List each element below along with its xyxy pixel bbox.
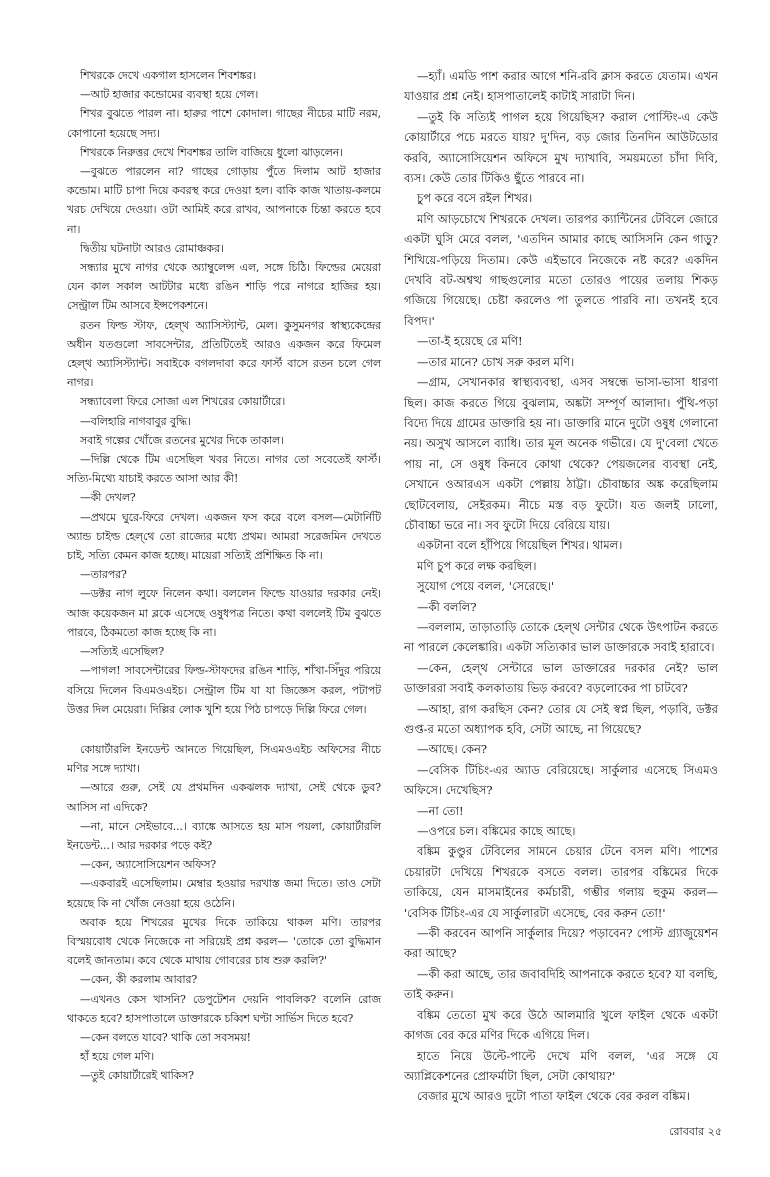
paragraph: একটানা বলে হাঁপিয়ে গিয়েছিল শিখর। থামল। (417, 538, 623, 553)
paragraph: চুপ করে বসে রইল শিখর। (417, 191, 533, 206)
paragraph: হাতে নিয়ে উল্টে-পাল্টে দেখে মণি বলল, 'এর সঙ্গে যে অ্যাপ্লিকেশনের প্রোফর্মাটা ছিল, সেটা কোথায়?' (404, 1048, 718, 1083)
paragraph: —বললাম, তাড়াতাড়ি তোকে হেল্‌থ সেন্টার থেকে উৎপাটন করতে না পারলে কেলেঙ্কারি। একটা সত্যিকার ভাল ডাক্তারকে সবাই হারাবে। (404, 619, 718, 655)
paragraph: সন্ধ্যাবেলা ফিরে সোজা এল শিখরের কোয়ার্টারে। (80, 395, 286, 409)
paragraph: —দিল্লি থেকে টিম এসেছিল খবর নিতে। নাগর তো সবেতেই ফার্স্ট। সত্যি-মিথ্যে যাচাই করতে আসা আর কী! (67, 453, 381, 486)
paragraph: —পাগল! সাবসেন্টারের ফিল্ড-স্টাফদের রঙিন শাড়ি, শাঁখা-সিঁদুর পরিয়ে বসিয়ে দিলেন বিএমওএইচ। সেন্ট্রাল টিম যা যা জিজ্ঞেস করল, পটাপট উত্তর দিল মেয়েরা। দিল্লির লোক খুশি হয়ে পিঠ চাপড়ে দিল্লি ফিরে গেল। (67, 664, 381, 716)
paragraph: —কেন, অ্যাসোসিয়েশন অফিস? (80, 858, 217, 872)
paragraph: —তারপর? (80, 568, 127, 582)
paragraph: —গ্রাম, সেখানকার স্বাস্থ্যব্যবস্থা, এসব সম্বন্ধে ভাসা-ভাসা ধারণা ছিল। কাজ করতে গিয়ে বুঝলাম, অঙ্কটা সম্পূর্ণ আলাদা। পুঁথি-পড়া বিদ্যে দিয়ে গ্রামের ডাক্তারি হয় না। ডাক্তারি মানে দুটো ওষুধ গেলানো নয়। অসুখ আসলে ব্যাধি। তার মূল অনেক গভীরে। যে দু'বেলা খেতে পায় না, সে ওষুধ কিনবে কোথা থেকে? পেয়জলের ব্যবস্থা নেই, সেখানে ওআরএস একটা পেল্লায় ঠাট্টা। চৌবাচ্চার অঙ্ক করেছিলাম ছোটবেলায়, সেইরকম। নীচে মস্ত বড় ফুটো। যত জলই ঢালো, চৌবাচ্চা ভরে না। সব ফুটো দিয়ে বেরিয়ে যায়। (404, 375, 718, 532)
section-break (67, 719, 381, 740)
paragraph: সবাই গল্পের খোঁজে রতনের মুখের দিকে তাকাল। (80, 433, 284, 447)
paragraph: —বুঝতে পারলেন না? গাছের গোড়ায় পুঁতে দিলাম আট হাজার কন্ডোম। মাটি চাপা দিয়ে কবরস্থ করে দেওয়া হল। বাকি কাজ খাতায়-কলমে খরচ দেখিয়ে দেওয়া। ওটা আমিই করে রাখব, আপনাকে চিন্তা করতে হবে না। (67, 165, 381, 236)
paragraph: —কেন, কী করলাম আবার? (80, 973, 198, 987)
paragraph: শিখরকে দেখে একগাল হাসলেন শিবশঙ্কর। (80, 69, 257, 82)
paragraph: অবাক হয়ে শিখরের মুখের দিকে তাকিয়ে থাকল মণি। তারপর বিস্ময়বোধ থেকে নিজেকে না সরিয়েই প্রশ্ন করল— 'তোকে তো বুদ্ধিমান বলেই জানতাম। কবে থেকে মাথায় গোবরের চাষ শুরু করলি?' (67, 915, 381, 968)
paragraph: —ওপরে চল। বঙ্কিমের কাছে আছে। (417, 824, 576, 839)
paragraph: —আছে। কেন? (417, 742, 488, 757)
paragraph: —তা-ই হয়েছে রে মণি! (417, 334, 523, 349)
paragraph: শিখরকে নিরুত্তর দেখে শিবশঙ্কর তালি বাজিয়ে ধুলো ঝাড়লেন। (80, 145, 344, 159)
paragraph: কোয়ার্টারলি ইনডেন্ট আনতে গিয়েছিল, সিএমওএইচ অফিসের নীচে মণির সঙ্গে দ্যাখা। (67, 742, 381, 776)
paragraph: —না, মানে সেইভাবে...। ব্যাঙ্কে আসতে হয় মাস পয়লা, কোয়ার্টারলি ইনডেন্ট...। আর দরকার পড়ে কই? (67, 819, 381, 852)
paragraph: —কী করা আছে, তার জবাবদিহি আপনাকে করতে হবে? যা বলছি, তাই করুন। (404, 966, 718, 1002)
paragraph: —তার মানে? চোখ সরু করল মণি। (417, 354, 575, 369)
paragraph: —ডক্টর নাগ লুফে নিলেন কথা। বললেন ফিল্ডে যাওয়ার দরকার নেই। আজ কয়েকজন মা ব্লকে এসেছে ওষুধপত্র নিতে। কথা বললেই টিম বুঝতে পারবে, ঠিকমতো কাজ হচ্ছে কি না। (67, 587, 381, 639)
paragraph: —আহা, রাগ করছিস কেন? তোর যে সেই স্বপ্ন ছিল, পড়াবি, ডক্টর গুপ্ত-র মতো অধ্যাপক হবি, সেটা আছে, না গিয়েছে? (404, 701, 718, 736)
paragraph: রতন ফিল্ড স্টাফ, হেল্‌থ অ্যাসিস্ট্যান্ট, মেল। কুসুমনগর স্বাস্থ্যকেন্দ্রের অধীন যতগুলো সাবসেন্টার, প্রতিটিতেই আরও একজন করে ফিমেল হেল্‌থ অ্যাসিস্ট্যান্ট। সবাইকে বগলদাবা করে ফার্স্ট বাসে রতন চলে গেল নাগর। (67, 318, 381, 390)
paragraph: মণি চুপ করে লক্ষ করছিল। (417, 558, 537, 573)
paragraph: —একবারই এসেছিলাম। মেম্বার হওয়ার দরখাস্ত জমা দিতে। তাও সেটা হয়েছে কি না খোঁজ নেওয়া হয়ে ওঠেনি। (67, 877, 381, 910)
page-footer: রোববার ২৫ (669, 1125, 722, 1138)
paragraph: দ্বিতীয় ঘটনাটা আরও রোমাঞ্চকর। (80, 241, 224, 255)
paragraph: বেজার মুখে আরও দুটো পাতা ফাইল থেকে বের করল বঙ্কিম। (417, 1089, 690, 1104)
paragraph: —তুই কি সত্যিই পাগল হয়ে গিয়েছিস? করাল পোস্টিং-এ কেউ কোয়ার্টারে পচে মরতে যায়? দু'দিন, বড় জোর তিনদিন আউটডোর করবি, অ্যাসোসিয়েশন অফিসে মুখ দ্যাখাবি, সময়মতো চাঁদা দিবি, ব্যস। কেউ তোর টিকিও ছুঁতে পারবে না। (404, 109, 719, 186)
paragraph: —হ্যাঁ। এমডি পাশ করার আগে শনি-রবি ক্লাস করতে যেতাম। এখন যাওয়ার প্রশ্ন নেই। হাসপাতালেই কাটাই সারাটা দিন। (404, 69, 718, 104)
right-column (404, 66, 718, 1107)
paragraph: —না তো! (417, 803, 464, 818)
paragraph: বঙ্কিম তেতো মুখ করে উঠে আলমারি খুলে ফাইল থেকে একটা কাগজ বের করে মণির দিকে এগিয়ে দিল। (404, 1007, 718, 1043)
paragraph: —প্রথমে ঘুরে-ফিরে দেখল। একজন ফস করে বলে বসল—মেটার্নিটি অ্যান্ড চাইল্ড হেল্‌থে তো রাজ্যের মধ্যে প্রথম। আমরা সরেজমিন দেখতে চাই, সত্যি কেমন কাজ হচ্ছে। মায়েরা সত্যিই প্রশিক্ষিত কি না। (67, 510, 381, 563)
paragraph: —কেন, হেল্‌থ সেন্টারে ভাল ডাক্তারের দরকার নেই? ভাল ডাক্তাররা সবাই কলকাতায় ভিড় করবে? বড়লোকের পা চাটবে? (404, 660, 718, 696)
paragraph: —কী দেখল? (80, 491, 136, 505)
paragraph: মণি আড়চোখে শিখরকে দেখল। তারপর ক্যান্টিনের টেবিলে জোরে একটা ঘুসি মেরে বলল, 'এতদিন আমার কাছে আসিসনি কেন গাড়ু? শিখিয়ে-পড়িয়ে দিতাম। কেউ এইভাবে নিজেকে নষ্ট করে? একদিন দেখবি বট-অশ্বত্থ গাছগুলোর মতো তোরও পায়ের তলায় শিকড় গজিয়ে গিয়েছে। চেষ্টা করলেও পা তুলতে পারবি না। তখনই হবে বিপদ।' (404, 211, 718, 328)
paragraph: —কেন বলতে যাবে? থাকি তো সবসময়! (80, 1030, 251, 1044)
paragraph: সন্ধ্যার মুখে নাগর থেকে অ্যাম্বুলেন্স এল, সঙ্গে চিঠি। ফিল্ডের মেয়েরা যেন কাল সকাল আটটার মধ্যে রঙিন শাড়ি পরে নাগরে হাজির হয়। সেন্ট্রাল টিম আসবে ইন্সপেকশনে। (67, 261, 381, 313)
left-column (67, 66, 381, 1086)
paragraph: সুযোগ পেয়ে বলল, 'সেরেছে।' (417, 579, 554, 594)
paragraph: —তুই কোয়ার্টারেই থাকিস? (80, 1069, 195, 1083)
paragraph: হাঁ হয়ে গেল মণি। (80, 1050, 155, 1064)
paragraph: —এখনও কেস খাসনি? ডেপুটেশন দেয়নি পাবলিক? বলেনি রোজ থাকতে হবে? হাসপাতালে ডাক্তারকে চব্বিশ ঘণ্টা সার্ভিস দিতে হবে? (67, 992, 381, 1025)
paragraph: —বলিহারি নাগবাবুর বুদ্ধি। (80, 414, 191, 428)
paragraph: —আরে গুরু, সেই যে প্রথমদিন একঝলক দ্যাখা, সেই থেকে ডুব? আসিস না এদিকে? (67, 781, 381, 814)
paragraph: শিখর বুঝতে পারল না। হারুর পাশে কোদাল। গাছের নীচের মাটি নরম, কোপানো হয়েছে সদ্য। (67, 107, 381, 140)
paragraph: —আট হাজার কন্ডোমের ব্যবস্থা হয়ে গেল। (80, 88, 259, 102)
paragraph: —কী করবেন আপনি সার্কুলার দিয়ে? পড়াবেন? পোস্ট গ্র্যাজুয়েশন করা আছে? (404, 926, 718, 961)
paragraph: —সত্যিই এসেছিল? (80, 645, 165, 659)
paragraph: —বেসিক টিচিং-এর অ্যাড বেরিয়েছে। সার্কুলার এসেছে সিএমও অফিসে। দেখেছিস? (404, 762, 718, 798)
paragraph: —কী বললি? (417, 599, 477, 614)
paragraph: বঙ্কিম কুণ্ডুর টেবিলের সামনে চেয়ার টেনে বসল মণি। পাশের চেয়ারটা দেখিয়ে শিখরকে বসতে বলল। তারপর বঙ্কিমের দিকে তাকিয়ে, যেন মাসমাইনের কর্মচারী, গম্ভীর গলায় হুকুম করল— 'বেসিক টিচিং-এর যে সার্কুলারটা এসেছে, বের করুন তো!' (404, 844, 718, 920)
